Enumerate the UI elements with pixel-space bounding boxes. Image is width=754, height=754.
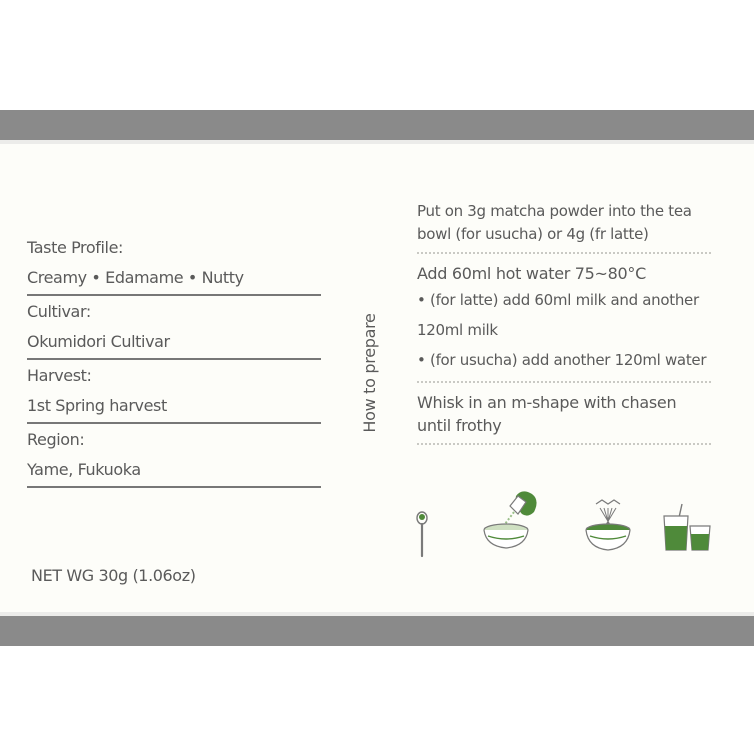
divider <box>417 443 711 445</box>
step-3: Whisk in an m-shape with chasen until frothy <box>417 393 677 435</box>
spec-list <box>27 238 321 494</box>
spec-region <box>27 430 321 488</box>
top-band <box>0 110 754 140</box>
side-title: How to prepare <box>360 313 379 433</box>
spec-label: Cultivar: <box>27 302 91 321</box>
spec-value: Okumidori Cultivar <box>27 328 321 360</box>
spec-value: 1st Spring harvest <box>27 392 321 424</box>
spec-value: Yame, Fukuoka <box>27 456 321 488</box>
step-icons <box>410 488 720 558</box>
divider <box>417 381 711 383</box>
spec-cultivar <box>27 302 321 360</box>
bowl-pour-icon <box>478 488 554 554</box>
spec-taste <box>27 238 321 296</box>
bottom-band <box>0 616 754 646</box>
spec-label: Taste Profile: <box>27 238 124 257</box>
spec-label: Region: <box>27 430 85 449</box>
divider <box>417 252 711 254</box>
step-2: Add 60ml hot water 75~80°C <box>417 264 646 283</box>
preparation-steps <box>417 200 711 453</box>
spoon-icon <box>412 510 432 560</box>
tip-usucha: • (for usucha) add another 120ml water <box>417 351 707 369</box>
whisk-bowl-icon <box>578 498 638 554</box>
latte-cups-icon <box>660 502 716 554</box>
spec-value: Creamy • Edamame • Nutty <box>27 264 321 296</box>
step-1: Put on 3g matcha powder into the tea bowl (for usucha) or 4g (fr latte) <box>417 202 692 243</box>
spec-harvest <box>27 366 321 424</box>
spec-label: Harvest: <box>27 366 92 385</box>
net-weight: NET WG 30g (1.06oz) <box>31 566 196 585</box>
tip-latte: • (for latte) add 60ml milk and another 120ml milk <box>417 291 699 339</box>
